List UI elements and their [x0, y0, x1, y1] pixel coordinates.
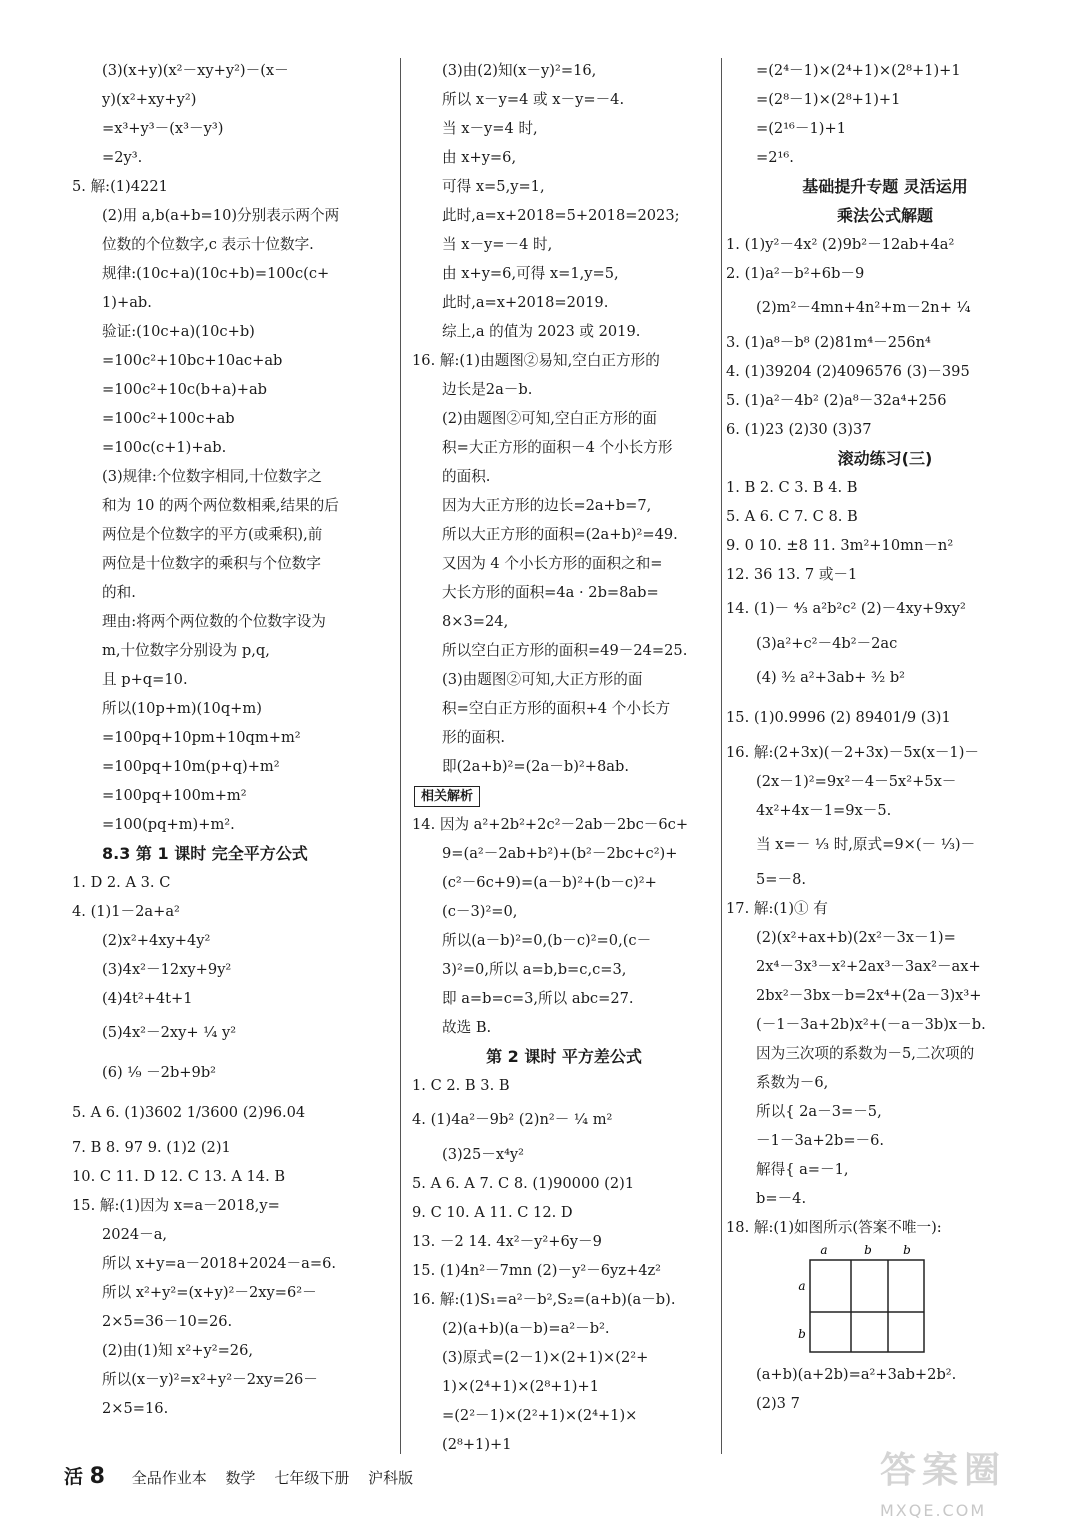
- answer-line: =100(pq+m)+m².: [102, 816, 235, 833]
- answer-line: 2024－a,: [102, 1226, 168, 1243]
- answer-line: =(2⁸－1)×(2⁸+1)+1: [756, 91, 901, 108]
- answer-line: =100pq+10pm+10qm+m²: [102, 729, 301, 746]
- answer-line: 即 a=b=c=3,所以 abc=27.: [442, 990, 634, 1007]
- answer-line: 因为大正方形的边长=2a+b=7,: [442, 497, 652, 514]
- figure-label-top-b1: b: [864, 1243, 872, 1257]
- answer-line: 所以大正方形的面积=(2a+b)²=49.: [442, 526, 678, 543]
- answer-line: 验证:(10c+a)(10c+b): [102, 323, 255, 340]
- answer-line: 5. A 6. A 7. C 8. (1)90000 (2)1: [412, 1175, 635, 1192]
- answer-line: 形的面积.: [442, 729, 506, 746]
- answer-line: 此时,a=x+2018=5+2018=2023;: [442, 207, 680, 224]
- edition: 沪科版: [368, 1469, 414, 1487]
- answer-line: 4. (1)1－2a+a²: [72, 903, 180, 920]
- answer-line: 和为 10 的两个两位数相乘,结果的后: [102, 497, 339, 514]
- answer-line: =100pq+10m(p+q)+m²: [102, 758, 280, 775]
- section-heading: 8.3 第 1 课时 完全平方公式: [102, 844, 308, 863]
- figure-label-top-a: a: [820, 1243, 828, 1257]
- answer-line: 5. (1)a²－4b² (2)a⁸－32a⁴+256: [726, 392, 947, 409]
- answer-line: (3)规律:个位数字相同,十位数字之: [102, 468, 322, 485]
- answer-line: 1. B 2. C 3. B 4. B: [726, 479, 858, 496]
- answer-line: 6. (1)23 (2)30 (3)37: [726, 421, 872, 438]
- answer-line: 9. C 10. A 11. C 12. D: [412, 1204, 573, 1221]
- answer-line: 规律:(10c+a)(10c+b)=100c(c+: [102, 265, 330, 282]
- figure-label-top-b2: b: [903, 1243, 911, 1257]
- answer-line: 所以(10p+m)(10q+m): [102, 700, 262, 717]
- section-heading: 滚动练习(三): [837, 449, 933, 468]
- answer-line: 当 x－y=－4 时,: [442, 236, 553, 253]
- answer-line: 8×3=24,: [442, 613, 509, 630]
- answer-line: 3)²=0,所以 a=b,b=c,c=3,: [442, 961, 627, 978]
- answer-line: (4) ³⁄₂ a²+3ab+ ³⁄₂ b²: [756, 669, 906, 686]
- answer-line: 的面积.: [442, 468, 491, 485]
- answer-line: 即(2a+b)²=(2a－b)²+8ab.: [442, 758, 629, 775]
- answer-line: b=－4.: [756, 1190, 807, 1207]
- answer-line: (2x－1)²=9x²－4－5x²+5x－: [756, 773, 957, 790]
- answer-line: 且 p+q=10.: [102, 671, 188, 688]
- answer-line: =100c²+10c(b+a)+ab: [102, 381, 268, 398]
- section-heading: 乘法公式解题: [836, 206, 933, 225]
- answer-line: 1. (1)y²－4x² (2)9b²－12ab+4a²: [726, 236, 955, 253]
- answer-line: 1. D 2. A 3. C: [72, 874, 171, 891]
- answer-line: 故选 B.: [442, 1019, 492, 1036]
- answer-line: 7. B 8. 97 9. (1)2 (2)1: [72, 1139, 231, 1156]
- figure-label-side-b: b: [798, 1327, 806, 1341]
- answer-line: (2)(a+b)(a－b)=a²－b².: [442, 1320, 610, 1337]
- answer-line: 13. －2 14. 4x²－y²+6y－9: [412, 1233, 602, 1250]
- answer-line: (3)原式=(2－1)×(2+1)×(2²+: [442, 1349, 649, 1366]
- answer-line: 由 x+y=6,可得 x=1,y=5,: [442, 265, 619, 282]
- answer-line: 当 x－y=4 时,: [442, 120, 538, 137]
- section-heading: 基础提升专题 灵活运用: [802, 177, 968, 196]
- answer-line: 2×5=36－10=26.: [102, 1313, 233, 1330]
- answer-line: y)(x²+xy+y²): [102, 91, 197, 108]
- answer-line: 10. C 11. D 12. C 13. A 14. B: [72, 1168, 286, 1185]
- related-analysis-tag: 相关解析: [414, 786, 480, 807]
- answer-line: 1)×(2⁴+1)×(2⁸+1)+1: [442, 1378, 600, 1395]
- answer-line: 大长方形的面积=4a · 2b=8ab=: [442, 584, 659, 601]
- answer-line: =2y³.: [102, 149, 143, 166]
- answer-line: 所以(a－b)²=0,(b－c)²=0,(c－: [442, 932, 652, 949]
- subject: 数学: [225, 1469, 256, 1487]
- answer-line: (2)用 a,b(a+b=10)分别表示两个两: [102, 207, 340, 224]
- answer-line: 5. A 6. C 7. C 8. B: [726, 508, 858, 525]
- answer-line: 位数的个位数字,c 表示十位数字.: [102, 236, 314, 253]
- answer-line: =2¹⁶.: [756, 149, 794, 166]
- answer-line: =(2¹⁶－1)+1: [756, 120, 846, 137]
- answer-line: 2bx²－3bx－b=2x⁴+(2a－3)x³+: [756, 987, 982, 1004]
- answer-line: 所以 x+y=a－2018+2024－a=6.: [102, 1255, 337, 1272]
- answer-line: 17. 解:(1)① 有: [726, 900, 828, 917]
- answer-line: =(2⁴－1)×(2⁴+1)×(2⁸+1)+1: [756, 62, 961, 79]
- answer-line: 两位是个位数字的平方(或乘积),前: [102, 526, 323, 543]
- answer-line: 所以空白正方形的面积=49－24=25.: [442, 642, 688, 659]
- answer-line: 可得 x=5,y=1,: [442, 178, 545, 195]
- answer-line: =x³+y³－(x³－y³): [102, 120, 224, 137]
- answer-line: (3)由题图②可知,大正方形的面: [442, 671, 643, 688]
- answer-line: 又因为 4 个小长方形的面积之和=: [442, 555, 663, 572]
- section-heading: 第 2 课时 平方差公式: [486, 1047, 642, 1066]
- answer-line: 2x⁴－3x³－x²+2ax³－3ax²－ax+: [756, 958, 981, 975]
- answer-line: 5. 解:(1)4221: [72, 178, 168, 195]
- grid-figure: [726, 1242, 1044, 1360]
- answer-line: 14. (1)－ ⁴⁄₃ a²b²c² (2)－4xy+9xy²: [726, 600, 966, 617]
- watermark: 答案圈 MXQE.COM: [880, 1450, 1007, 1520]
- answer-line: 4x²+4x－1=9x－5.: [756, 802, 892, 819]
- answer-line: 所以(x－y)²=x²+y²－2xy=26－: [102, 1371, 318, 1388]
- answer-line: 解得{ a=－1,: [756, 1161, 849, 1178]
- answer-line: (3)(x+y)(x²－xy+y²)－(x－: [102, 62, 289, 79]
- figure-label-side-a: a: [798, 1279, 806, 1293]
- answer-line: 18. 解:(1)如图所示(答案不唯一):: [726, 1219, 942, 1236]
- answer-line: (c²－6c+9)=(a－b)²+(b－c)²+: [442, 874, 657, 891]
- answer-line: (3)25－x⁴y²: [442, 1146, 525, 1163]
- answer-line: (a+b)(a+2b)=a²+3ab+2b².: [756, 1366, 957, 1383]
- answer-line: (2)由题图②可知,空白正方形的面: [442, 410, 658, 427]
- answer-line: =100c(c+1)+ab.: [102, 439, 227, 456]
- answer-line: 2. (1)a²－b²+6b－9: [726, 265, 865, 282]
- answer-line: =100c²+100c+ab: [102, 410, 235, 427]
- answer-line: 1)+ab.: [102, 294, 152, 311]
- answer-line: 的和.: [102, 584, 136, 601]
- answer-line: 9=(a²－2ab+b²)+(b²－2bc+c²)+: [442, 845, 678, 862]
- answer-line: 所以{ 2a－3=－5,: [756, 1103, 882, 1120]
- answer-line: 当 x=－ ¹⁄₃ 时,原式=9×(－ ¹⁄₃)－: [756, 836, 976, 853]
- answer-line: (c－3)²=0,: [442, 903, 518, 920]
- answer-line: (2⁸+1)+1: [442, 1436, 512, 1453]
- answer-line: 系数为－6,: [756, 1074, 829, 1091]
- answer-line: 5=－8.: [756, 871, 807, 888]
- left-column: [72, 56, 390, 1423]
- answer-line: 此时,a=x+2018=2019.: [442, 294, 609, 311]
- answer-line: (3)4x²－12xy+9y²: [102, 961, 232, 978]
- answer-line: 积=空白正方形的面积+4 个小长方: [442, 700, 671, 717]
- answer-line: 15. (1)0.9996 (2) 89401/9 (3)1: [726, 709, 951, 726]
- answer-line: 3. (1)a⁸－b⁸ (2)81m⁴－256n⁴: [726, 334, 931, 351]
- answer-line: =(2²－1)×(2²+1)×(2⁴+1)×: [442, 1407, 638, 1424]
- answer-line: (－1－3a+2b)x²+(－a－3b)x－b.: [756, 1016, 986, 1033]
- answer-line: (3)a²+c²－4b²－2ac: [756, 635, 898, 652]
- answer-line: 两位是十位数字的乘积与个位数字: [102, 555, 321, 572]
- page-footer: [64, 1462, 427, 1489]
- answer-line: (6) ¹⁄₉ －2b+9b²: [102, 1064, 217, 1081]
- column-divider: [400, 58, 401, 1454]
- answer-line: 积=大正方形的面积－4 个小长方形: [442, 439, 673, 456]
- answer-line: (5)4x²－2xy+ ¹⁄₄ y²: [102, 1024, 237, 1041]
- answer-line: (2)3 7: [756, 1395, 800, 1412]
- answer-line: 所以 x²+y²=(x+y)²－2xy=6²－: [102, 1284, 317, 1301]
- answer-line: 12. 36 13. 7 或－1: [726, 566, 858, 583]
- answer-line: (3)由(2)知(x－y)²=16,: [442, 62, 597, 79]
- answer-line: 综上,a 的值为 2023 或 2019.: [442, 323, 641, 340]
- right-column: [726, 56, 1044, 1418]
- answer-line: (2)m²－4mn+4n²+m－2n+ ¹⁄₄: [756, 299, 971, 316]
- answer-line: －1－3a+2b=－6.: [756, 1132, 885, 1149]
- answer-line: (2)(x²+ax+b)(2x²－3x－1)=: [756, 929, 956, 946]
- answer-line: 15. (1)4n²－7mn (2)－y²－6yz+4z²: [412, 1262, 662, 1279]
- answer-line: (2)x²+4xy+4y²: [102, 932, 211, 949]
- answer-line: (2)由(1)知 x²+y²=26,: [102, 1342, 254, 1359]
- answer-line: 16. 解:(2+3x)(－2+3x)－5x(x－1)－: [726, 744, 979, 761]
- answer-line: 1. C 2. B 3. B: [412, 1077, 510, 1094]
- answer-line: 14. 因为 a²+2b²+2c²－2ab－2bc－6c+: [412, 816, 689, 833]
- answer-line: 所以 x－y=4 或 x－y=－4.: [442, 91, 625, 108]
- column-divider: [721, 58, 722, 1454]
- page-number: 活 8: [64, 1464, 105, 1489]
- answer-line: 5. A 6. (1)3602 1/3600 (2)96.04: [72, 1104, 306, 1121]
- book-title: 全品作业本: [131, 1469, 207, 1487]
- answer-line: =100pq+100m+m²: [102, 787, 247, 804]
- answer-line: [412, 781, 716, 810]
- answer-line: 由 x+y=6,: [442, 149, 517, 166]
- middle-column: [412, 56, 716, 1459]
- answer-line: 因为三次项的系数为－5,二次项的: [756, 1045, 975, 1062]
- answer-line: 2×5=16.: [102, 1400, 169, 1417]
- answer-line: m,十位数字分别设为 p,q,: [102, 642, 270, 659]
- grade: 七年级下册: [274, 1469, 350, 1487]
- answer-line: 理由:将两个两位数的个位数字设为: [102, 613, 326, 630]
- answer-line: 4. (1)39204 (2)4096576 (3)－395: [726, 363, 970, 380]
- answer-line: 9. 0 10. ±8 11. 3m²+10mn－n²: [726, 537, 954, 554]
- answer-line: (4)4t²+4t+1: [102, 990, 193, 1007]
- answer-line: =100c²+10bc+10ac+ab: [102, 352, 283, 369]
- answer-line: 16. 解:(1)S₁=a²－b²,S₂=(a+b)(a－b).: [412, 1291, 676, 1308]
- answer-line: 15. 解:(1)因为 x=a－2018,y=: [72, 1197, 280, 1214]
- answer-line: 边长是2a－b.: [442, 381, 533, 398]
- answer-line: 4. (1)4a²－9b² (2)n²－ ¹⁄₄ m²: [412, 1111, 613, 1128]
- answer-line: 16. 解:(1)由题图②易知,空白正方形的: [412, 352, 660, 369]
